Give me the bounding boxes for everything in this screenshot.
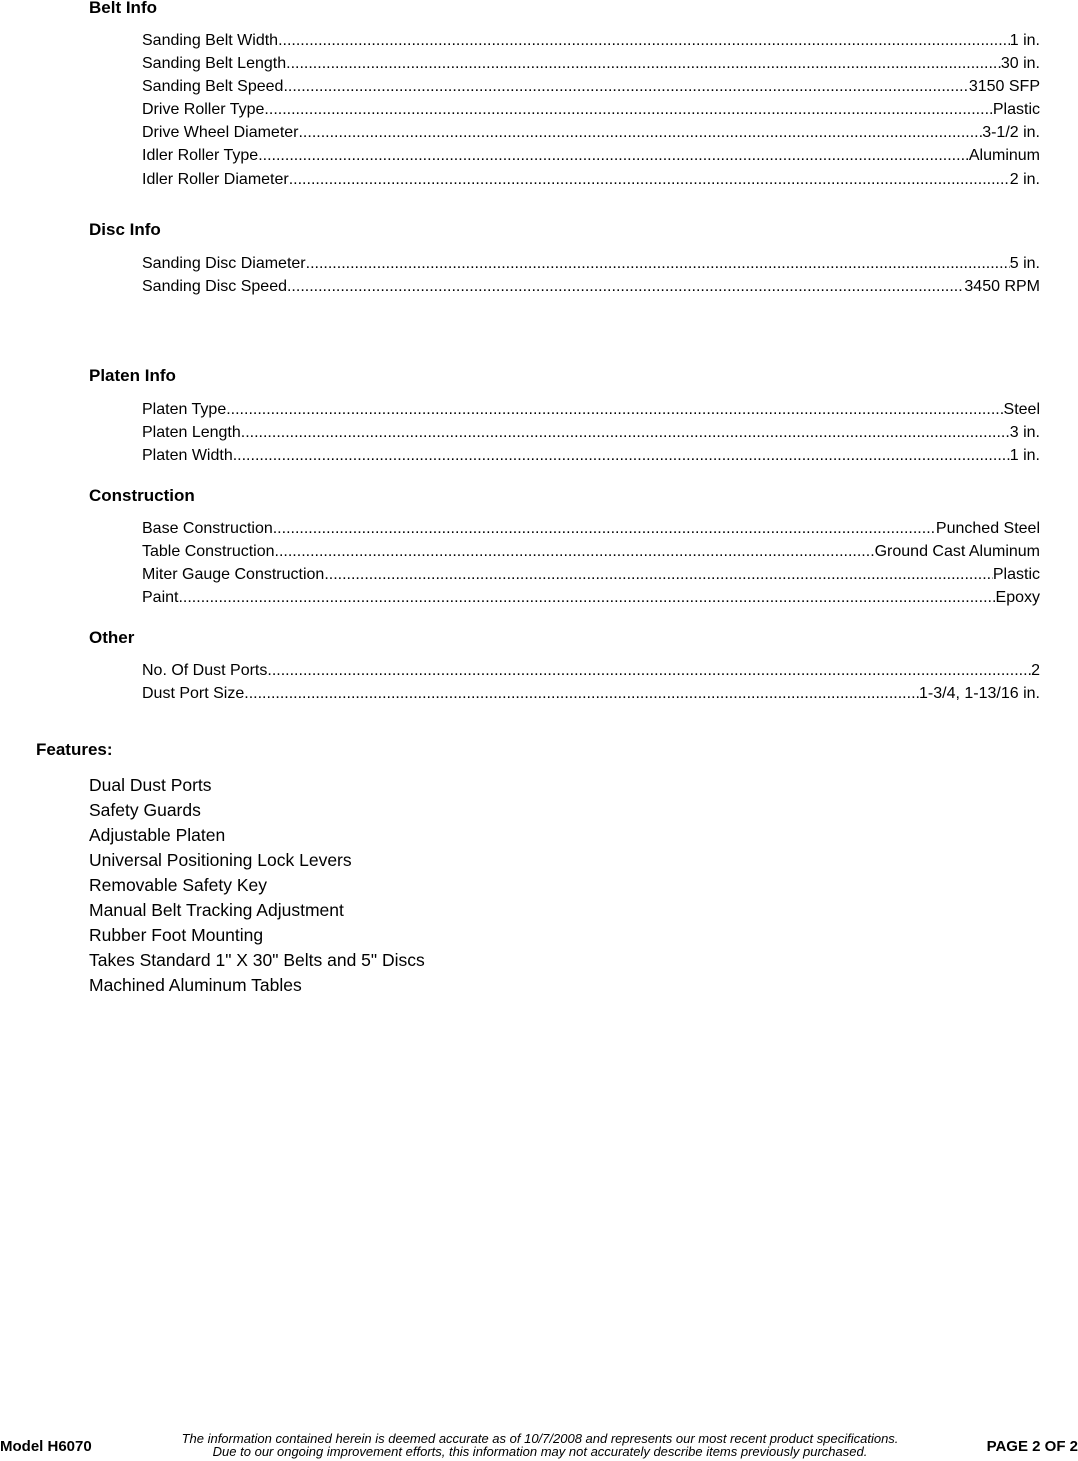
dot-leader [241,421,1010,444]
page-footer [0,1432,1078,1460]
spec-value: 30 in. [1000,55,1040,73]
spec-row [142,398,1040,421]
spec-value: Plastic [992,101,1040,119]
feature-item: Machined Aluminum Tables [89,975,302,995]
spec-row [142,144,1040,167]
features-list [89,773,425,998]
dot-leader [267,659,1031,682]
feature-item: Manual Belt Tracking Adjustment [89,900,344,920]
spec-row [142,444,1040,467]
spec-value: Steel [1003,401,1040,418]
dot-leader [233,444,1010,467]
spec-row [142,659,1040,682]
spec-value: Epoxy [995,589,1040,607]
spec-label: Platen Width [142,447,233,465]
spec-row [142,275,1040,298]
spec-label: Sanding Belt Width [142,32,279,49]
spec-row [142,540,1040,563]
spec-label: Miter Gauge Construction [142,566,325,584]
spec-label: Sanding Disc Speed [142,278,287,296]
dot-leader [273,517,936,540]
spec-value: 3450 RPM [964,278,1040,296]
construction-list [142,517,1040,609]
spec-label: No. Of Dust Ports [142,662,268,679]
dot-leader [287,275,964,298]
dot-leader [286,52,1001,75]
spec-label: Sanding Disc Diameter [142,255,306,272]
spec-value: 1 in. [1009,32,1040,49]
disc-info-heading: Disc Info [89,220,161,239]
spec-row [142,29,1040,52]
spec-value: 5 in. [1009,255,1040,272]
feature-item: Adjustable Platen [89,825,226,845]
platen-info-list [142,398,1040,467]
spec-label: Platen Length [142,424,241,442]
dot-leader [283,75,968,98]
dot-leader [275,540,875,563]
construction-heading: Construction [89,486,195,505]
footer-disclaimer-line-2: Due to our ongoing improvement efforts, this information may not accurately describe items previously purchased. [212,1444,868,1459]
spec-row [142,252,1040,275]
spec-value: 1 in. [1009,447,1040,465]
spec-row [142,52,1040,75]
spec-value: Aluminum [968,147,1040,165]
spec-value: 3150 SFP [968,78,1040,96]
dot-leader [324,563,993,586]
spec-label: Base Construction [142,520,273,537]
spec-row [142,586,1040,609]
spec-row [142,75,1040,98]
spec-label: Sanding Belt Speed [142,78,284,96]
footer-page-number: PAGE 2 OF 2 [986,1438,1078,1455]
platen-info-heading: Platen Info [89,366,176,385]
spec-value: Ground Cast Aluminum [874,543,1040,561]
feature-item: Takes Standard 1" X 30" Belts and 5" Discs [89,950,425,970]
dot-leader [264,98,992,121]
dot-leader [278,29,1010,52]
spec-label: Platen Type [142,401,227,418]
disc-info-list [142,252,1040,298]
spec-value: Punched Steel [935,520,1040,537]
spec-value: 3 in. [1009,424,1040,442]
spec-value: 2 [1031,662,1040,679]
spec-value: 2 in. [1009,170,1040,188]
spec-value: 3-1/2 in. [982,124,1040,142]
spec-row [142,682,1040,705]
footer-disclaimer-line-1: The information contained herein is deemed accurate as of 10/7/2008 and represents our most recent product specifications. [181,1431,899,1446]
dot-leader [178,586,995,609]
spec-label: Drive Roller Type [142,101,265,119]
spec-label: Drive Wheel Diameter [142,124,299,142]
spec-label: Idler Roller Diameter [142,170,289,188]
other-list [142,659,1040,705]
footer-disclaimer [120,1432,960,1458]
spec-row [142,98,1040,121]
footer-model: Model H6070 [0,1438,92,1455]
spec-row [142,121,1040,144]
feature-item: Dual Dust Ports [89,775,212,795]
spec-value: Plastic [992,566,1040,584]
dot-leader [258,144,969,167]
features-heading: Features: [36,740,113,759]
dot-leader [298,121,982,144]
spec-label: Dust Port Size [142,685,245,703]
dot-leader [226,398,1003,421]
dot-leader [306,252,1010,275]
spec-value: 1-3/4, 1-13/16 in. [919,685,1040,703]
dot-leader [244,682,919,705]
spec-label: Paint [142,589,179,607]
feature-item: Safety Guards [89,800,201,820]
feature-item: Removable Safety Key [89,875,268,895]
spec-label: Idler Roller Type [142,147,259,165]
other-heading: Other [89,628,135,647]
feature-item: Universal Positioning Lock Levers [89,850,352,870]
spec-row [142,563,1040,586]
belt-info-list [142,29,1040,191]
spec-label: Table Construction [142,543,275,561]
spec-row [142,517,1040,540]
feature-item: Rubber Foot Mounting [89,925,264,945]
belt-info-heading: Belt Info [89,0,157,17]
spec-row [142,168,1040,191]
dot-leader [289,168,1010,191]
spec-label: Sanding Belt Length [142,55,287,73]
spec-row [142,421,1040,444]
